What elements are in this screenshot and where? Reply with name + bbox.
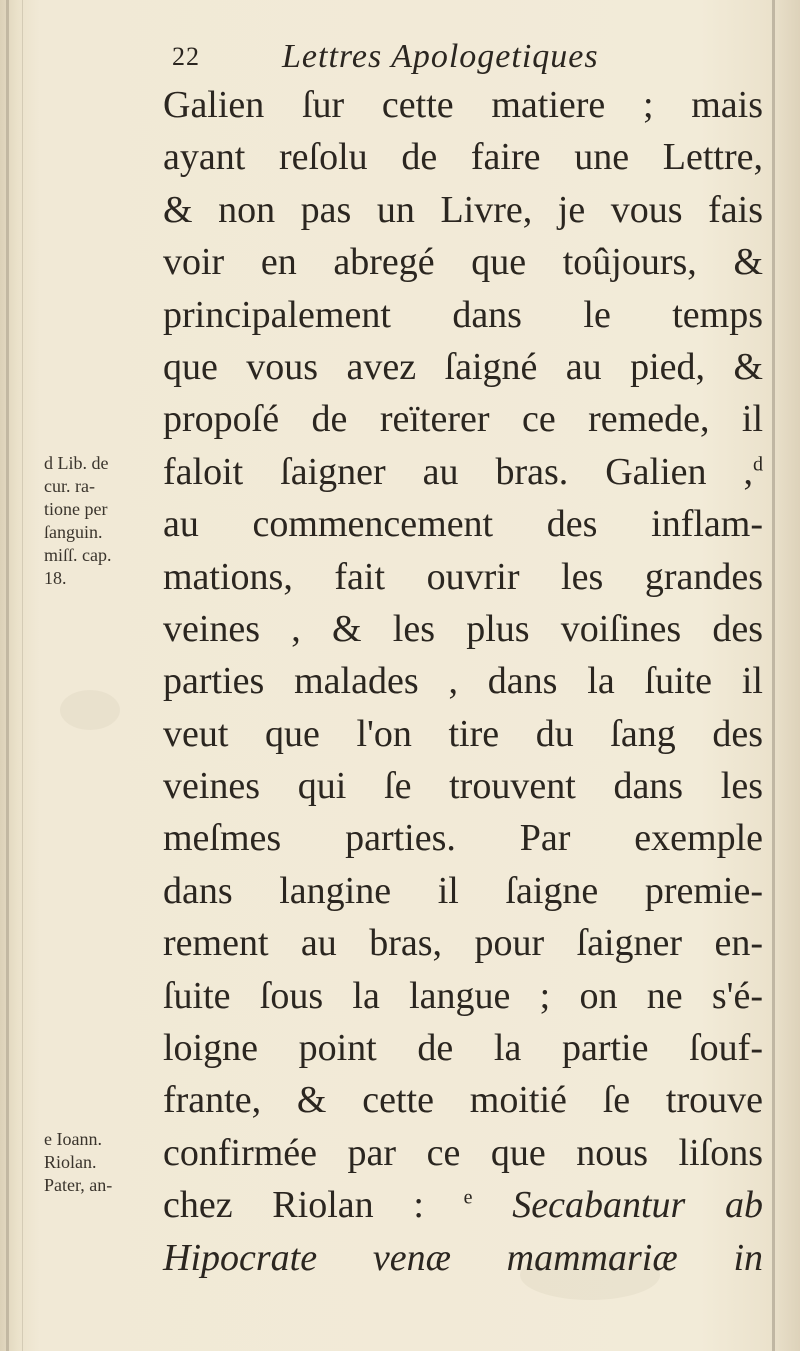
text-line-italic: Hipocrate venæ mammariæ in [163,1236,763,1279]
running-header [172,38,732,82]
text-line: veines qui ſe trouvent dans les [163,765,763,808]
paper-stain [60,690,120,730]
text-line: veines , & les plus voiſines des [163,607,763,650]
text-line: propoſé de reïterer ce remede, il [163,398,763,441]
margin-note-line: tione per [44,499,108,519]
margin-note-line: Riolan. [44,1152,97,1172]
margin-note-line: Pater, an- [44,1175,113,1195]
text-line-with-footnote-e [163,1179,763,1231]
text-line-with-footnote-d [163,446,763,498]
margin-note-line: d Lib. de [44,453,109,473]
binding-shadow [6,0,9,1351]
margin-note-d [44,452,162,590]
text-line: ayant reſolu de faire une Lettre, [163,136,763,179]
margin-note-line: ſanguin. [44,522,103,542]
margin-note-e [44,1128,162,1197]
text-segment: chez Riolan : [163,1184,424,1227]
running-title: Lettres Apologetiques [282,38,599,75]
text-line: voir en abregé que toûjours, & [163,241,763,284]
text-line: & non pas un Livre, je vous fais [163,188,763,231]
text-line: veut que l'on tire du ſang des [163,712,763,755]
text-line: mations, fait ouvrir les grandes [163,555,763,598]
text-line: frante, & cette moitié ſe trouve [163,1079,763,1122]
text-line: ſuite ſous la langue ; on ne s'é- [163,974,763,1017]
text-line: que vous avez ſaigné au pied, & [163,345,763,388]
text-line: loigne point de la partie ſouf- [163,1027,763,1070]
latin-quotation: Secabantur ab [512,1184,764,1227]
page-number: 22 [172,42,200,71]
text-line: principalement dans le temps [163,293,763,336]
text-line: rement au bras, pour ſaigner en- [163,922,763,965]
page-edge [772,0,775,1351]
binding-line [22,0,23,1351]
margin-note-line: e Ioann. [44,1129,102,1149]
margin-note-line: miſſ. cap. [44,545,112,565]
footnote-mark-d: d [753,453,763,476]
text-line: parties malades , dans la ſuite il [163,660,763,703]
text-segment: faloit ſaigner au bras. Galien , [163,450,753,493]
margin-note-line: 18. [44,568,67,588]
footnote-mark-e: e [463,1186,473,1209]
text-line: Galien ſur cette matiere ; mais [163,84,763,126]
margin-note-line: cur. ra- [44,476,95,496]
text-line: meſmes parties. Par exemple [163,817,763,860]
text-line: confirmée par ce que nous liſons [163,1131,763,1174]
text-line: dans langine il ſaigne premie- [163,869,763,912]
body-text [163,79,763,1284]
text-line: au commencement des inflam- [163,503,763,546]
